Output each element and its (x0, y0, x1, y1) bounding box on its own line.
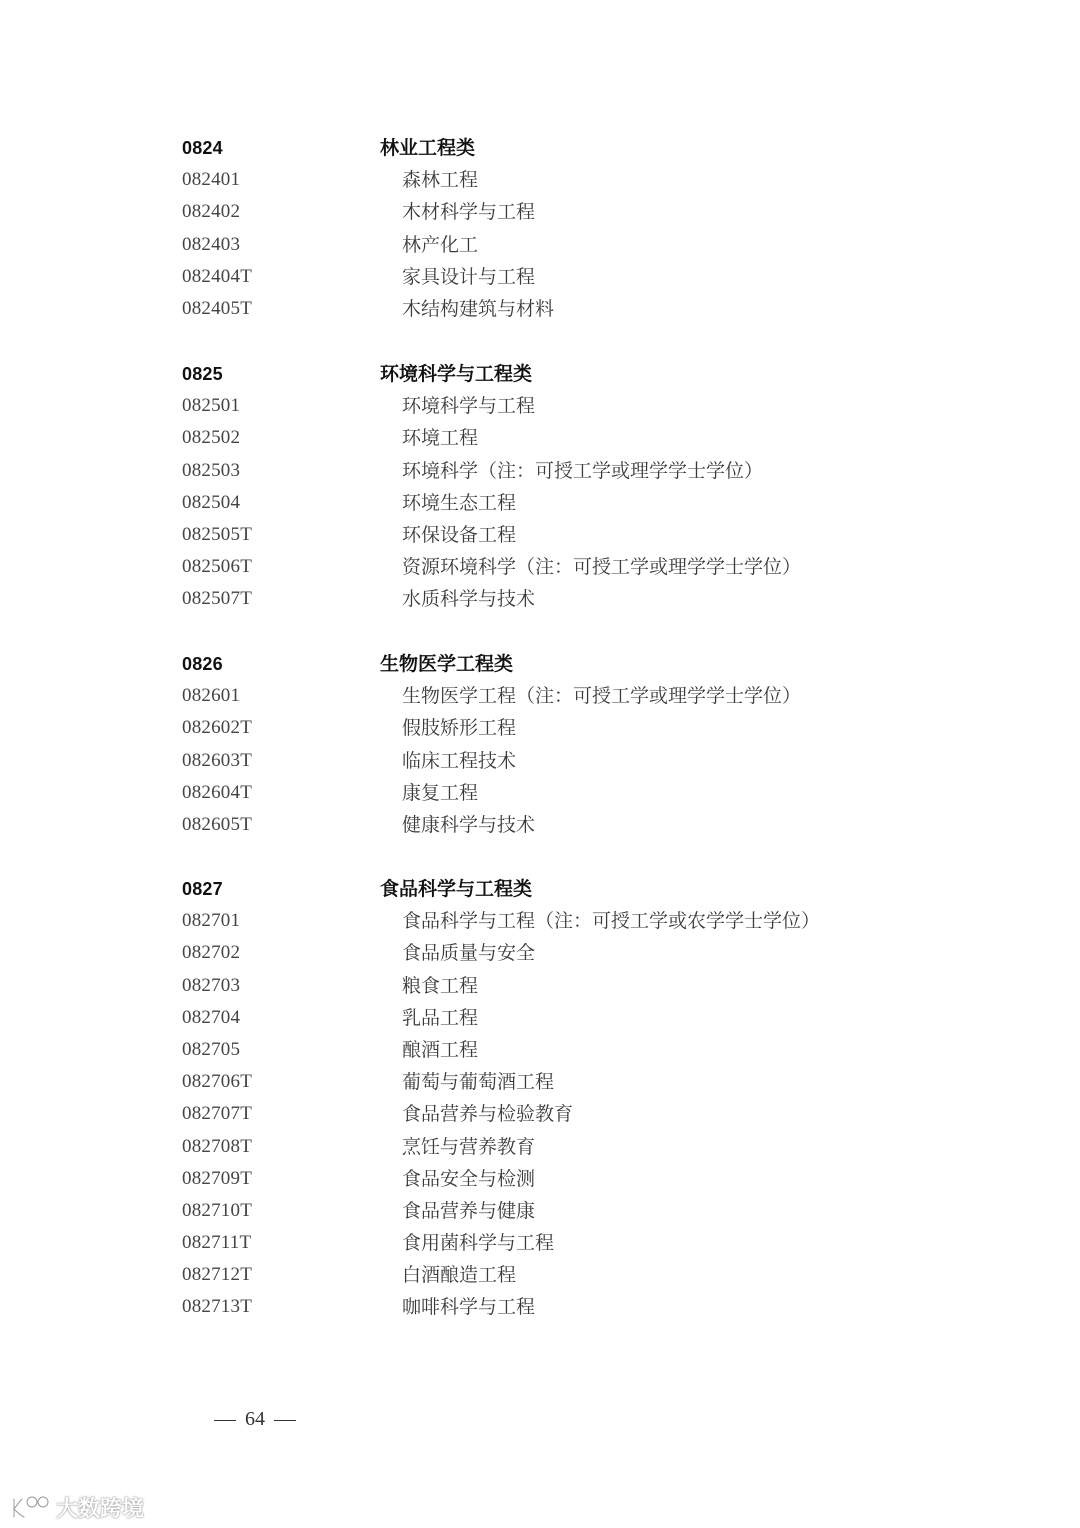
major-name: 环境生态工程 (402, 491, 517, 514)
major-code: 082501 (182, 395, 241, 417)
major-code: 082603T (182, 749, 253, 771)
major-code: 082503 (182, 459, 241, 481)
list-item (182, 1098, 982, 1130)
major-code: 082703 (182, 974, 241, 996)
major-name: 食用菌科学与工程 (402, 1232, 555, 1255)
list-item (182, 1259, 982, 1291)
section-header (182, 358, 982, 390)
major-code: 082601 (182, 685, 241, 707)
list-item (182, 551, 982, 583)
list-item (182, 1002, 982, 1034)
list-item (182, 1195, 982, 1227)
category-title: 食品科学与工程类 (380, 878, 533, 900)
list-item (182, 1131, 982, 1163)
major-name: 食品营养与健康 (402, 1199, 536, 1222)
major-name: 食品安全与检测 (402, 1167, 536, 1190)
list-item (182, 1227, 982, 1259)
major-name: 环境工程 (402, 427, 479, 450)
major-name: 木结构建筑与材料 (402, 297, 555, 320)
category-code: 0825 (182, 364, 223, 384)
major-name: 环保设备工程 (402, 523, 517, 546)
section-0825 (182, 358, 982, 616)
dash-left (214, 1420, 236, 1422)
list-item (182, 583, 982, 615)
major-code: 082705 (182, 1038, 241, 1060)
category-title: 环境科学与工程类 (380, 363, 533, 385)
major-code: 082709T (182, 1167, 253, 1189)
major-code: 082402 (182, 201, 241, 223)
major-name: 食品质量与安全 (402, 942, 536, 965)
major-name: 咖啡科学与工程 (402, 1296, 536, 1319)
section-header (182, 132, 982, 164)
major-code: 082713T (182, 1296, 253, 1318)
major-name: 家具设计与工程 (402, 265, 536, 288)
major-code: 082504 (182, 491, 241, 513)
list-item (182, 745, 982, 777)
list-item (182, 680, 982, 712)
category-code: 0824 (182, 138, 223, 158)
list-item (182, 487, 982, 519)
major-code: 082506T (182, 556, 253, 578)
major-code: 082712T (182, 1264, 253, 1286)
list-item (182, 777, 982, 809)
major-name: 酿酒工程 (402, 1038, 479, 1061)
list-item (182, 809, 982, 841)
list-item (182, 905, 982, 937)
major-name: 康复工程 (402, 781, 479, 804)
category-code: 0827 (182, 879, 223, 899)
list-item (182, 390, 982, 422)
list-item (182, 1066, 982, 1098)
list-item (182, 970, 982, 1002)
major-code: 082605T (182, 813, 253, 835)
major-code: 082706T (182, 1071, 253, 1093)
major-code: 082505T (182, 523, 253, 545)
list-item (182, 196, 982, 228)
major-name: 食品科学与工程（注：可授工学或农学学士学位） (402, 910, 821, 933)
watermark (10, 1490, 144, 1524)
major-name: 林产化工 (402, 233, 479, 256)
major-name: 木材科学与工程 (402, 201, 536, 224)
major-code: 082604T (182, 781, 253, 803)
major-code: 082507T (182, 588, 253, 610)
section-0826 (182, 648, 982, 841)
major-code: 082502 (182, 427, 241, 449)
page-number (205, 1408, 305, 1431)
category-code: 0826 (182, 654, 223, 674)
list-item (182, 261, 982, 293)
major-name: 资源环境科学（注：可授工学或理学学士学位） (402, 556, 802, 579)
major-code: 082602T (182, 717, 253, 739)
major-code: 082404T (182, 265, 253, 287)
major-name: 粮食工程 (402, 974, 479, 997)
major-name: 白酒酿造工程 (402, 1264, 517, 1287)
major-code: 082708T (182, 1135, 253, 1157)
category-title: 生物医学工程类 (380, 653, 514, 675)
major-code: 082704 (182, 1006, 241, 1028)
list-item (182, 1291, 982, 1323)
major-code: 082405T (182, 297, 253, 319)
list-item (182, 422, 982, 454)
list-item (182, 229, 982, 261)
major-name: 水质科学与技术 (402, 588, 536, 611)
section-header (182, 648, 982, 680)
major-name: 健康科学与技术 (402, 813, 536, 836)
major-code: 082710T (182, 1199, 253, 1221)
page-number-value: 64 (245, 1408, 265, 1430)
list-item (182, 519, 982, 551)
major-name: 环境科学（注：可授工学或理学学士学位） (402, 459, 764, 482)
major-name: 环境科学与工程 (402, 395, 536, 418)
major-name: 森林工程 (402, 169, 479, 192)
major-name: 葡萄与葡萄酒工程 (402, 1071, 555, 1094)
major-code: 082401 (182, 169, 241, 191)
list-item (182, 293, 982, 325)
section-0827 (182, 873, 982, 1324)
major-code: 082711T (182, 1232, 252, 1254)
major-code: 082702 (182, 942, 241, 964)
major-name: 乳品工程 (402, 1006, 479, 1029)
list-item (182, 164, 982, 196)
watermark-logo-icon (10, 1493, 50, 1521)
list-item (182, 1163, 982, 1195)
list-item (182, 455, 982, 487)
category-title: 林业工程类 (380, 137, 476, 159)
major-name: 烹饪与营养教育 (402, 1135, 536, 1158)
list-item (182, 937, 982, 969)
watermark-text: 大数跨境 (56, 1496, 145, 1522)
major-name: 生物医学工程（注：可授工学或理学学士学位） (402, 685, 802, 708)
dash-right (274, 1420, 296, 1422)
section-0824 (182, 132, 982, 325)
section-header (182, 873, 982, 905)
list-item (182, 1034, 982, 1066)
major-name: 临床工程技术 (402, 749, 517, 772)
list-item (182, 712, 982, 744)
major-name: 假肢矫形工程 (402, 717, 517, 740)
major-code: 082701 (182, 910, 241, 932)
major-code: 082707T (182, 1103, 253, 1125)
major-code: 082403 (182, 233, 241, 255)
major-name: 食品营养与检验教育 (402, 1103, 574, 1126)
